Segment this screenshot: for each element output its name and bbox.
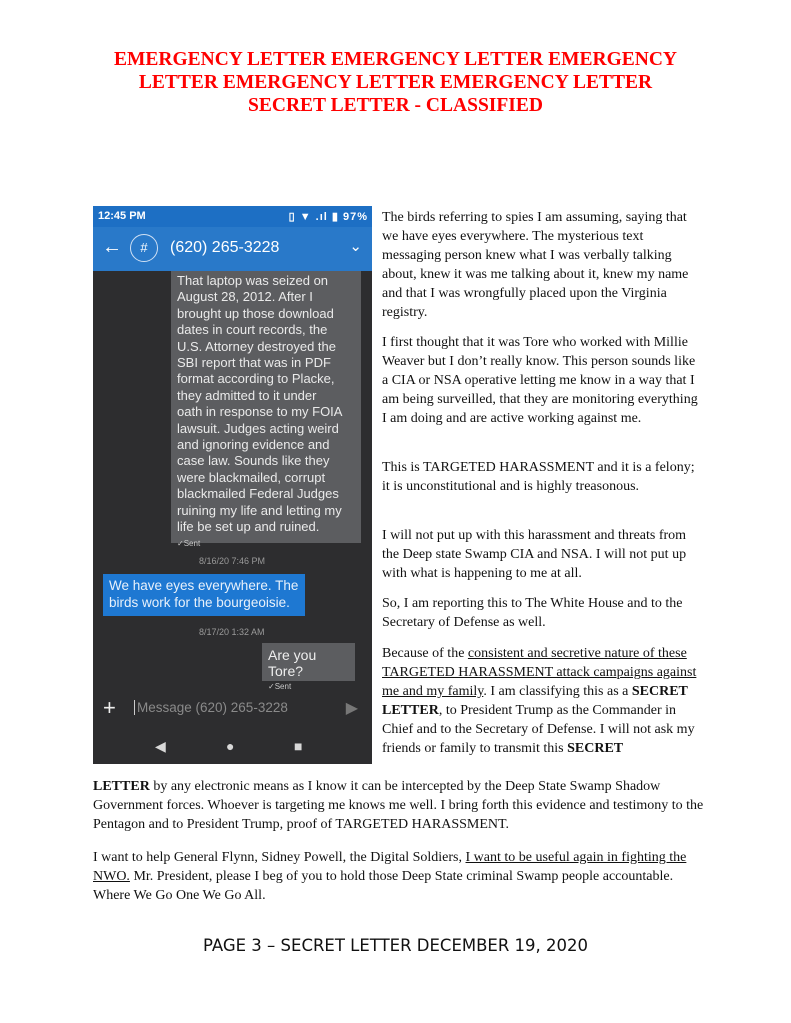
contact-number: (620) 265-3228 bbox=[170, 239, 280, 256]
message-timestamp: 8/16/20 7:46 PM bbox=[199, 556, 266, 566]
sent-indicator: ✓Sent bbox=[268, 682, 292, 691]
phone-screenshot bbox=[93, 206, 372, 764]
status-icons: ▯ ▼ .ıl ▮ 97% bbox=[288, 211, 368, 223]
paragraph-4: I will not put up with this harassment and threats from the Deep state Swamp CIA and NSA. I will not put up with what is happening to me at all. bbox=[382, 528, 687, 581]
nav-recents-icon[interactable]: ■ bbox=[294, 738, 303, 754]
paragraph-1: The birds referring to spies I am assuming, saying that we have eyes everywhere. The mysterious text messaging person knew what I was verbally talking about, knew it was me talking about it, knew my name and that I was wrongfully placed upon the Virginia registry. bbox=[382, 210, 689, 320]
incoming-line: brought up those download bbox=[177, 305, 334, 321]
incoming-line: were blackmailed, corrupt bbox=[177, 469, 326, 485]
outgoing-message-bubble bbox=[103, 574, 305, 616]
send-icon[interactable]: ▶ bbox=[345, 700, 358, 717]
header-line-1: EMERGENCY LETTER EMERGENCY LETTER EMERGENCY bbox=[113, 49, 678, 70]
incoming-line: case law. Sounds like they bbox=[177, 453, 330, 469]
p7-text-b: Mr. President, please I beg of you to hold those Deep State criminal Swamp people accountable. Where We Go One We Go All. bbox=[93, 869, 674, 903]
nav-back-icon[interactable]: ◀ bbox=[155, 738, 166, 754]
p6-text-a: Because of the bbox=[382, 646, 468, 661]
message-timestamp: 8/17/20 1:32 AM bbox=[199, 627, 265, 637]
incoming-line: oath in response to my FOIA bbox=[177, 404, 343, 420]
outgoing-line-1: We have eyes everywhere. The bbox=[109, 578, 299, 593]
incoming-message-bubble bbox=[171, 271, 361, 548]
p6-bold-2a: SECRET bbox=[567, 741, 624, 756]
p6-bold-1: SECRET LETTER bbox=[382, 684, 688, 718]
header-line-2: LETTER EMERGENCY LETTER EMERGENCY LETTER bbox=[138, 72, 653, 93]
status-time: 12:45 PM bbox=[98, 210, 146, 222]
paragraph-6 bbox=[382, 644, 702, 758]
paragraph-2: I first thought that it was Tore who worked with Millie Weaver but I don’t really know. This person sounds like a CIA or NSA operative letting me know in a way that I am being surveilled, that they are monitoring everything I am doing and are active working against me. bbox=[382, 335, 698, 426]
incoming-line: SBI report that was in PDF bbox=[177, 355, 331, 371]
incoming-line: life be set up and ruined. bbox=[177, 519, 320, 535]
incoming-line: lawsuit. Judges acting weird bbox=[177, 420, 339, 436]
letter-header bbox=[60, 48, 731, 117]
back-arrow-icon[interactable]: ← bbox=[102, 236, 122, 258]
p6-text-b: . I am classifying this as a bbox=[483, 684, 632, 699]
p6-bold-2b: LETTER bbox=[93, 779, 150, 794]
incoming-line: dates in court records, the bbox=[177, 322, 328, 338]
incoming-line: U.S. Attorney destroyed the bbox=[177, 338, 336, 354]
p6-text-d: by any electronic means as I know it can be intercepted by the Deep State Swamp Shadow Government forces. Whoever is targeting me knows me well. I bring forth this evidence and testimony to the Pentagon and to President Trump, proof of TARGETED HARASSMENT. bbox=[93, 779, 704, 832]
compose-bar bbox=[93, 694, 372, 724]
sent-indicator: ✓Sent bbox=[177, 538, 201, 548]
paragraph-5: So, I am reporting this to The White House and to the Secretary of Defense as well. bbox=[382, 596, 683, 630]
incoming-line: they admitted to it under bbox=[177, 387, 317, 403]
paragraph-3: This is TARGETED HARASSMENT and it is a felony; it is unconstitutional and is highly treasonous. bbox=[382, 460, 695, 494]
header-line-3: SECRET LETTER - CLASSIFIED bbox=[248, 95, 543, 116]
incoming-line: and ignoring evidence and bbox=[177, 437, 330, 453]
contact-avatar[interactable]: # bbox=[130, 234, 158, 262]
page-footer: PAGE 3 – SECRET LETTER DECEMBER 19, 2020 bbox=[202, 936, 589, 955]
p6-text-c: , to President Trump as the Commander in Chief and to the Secretary of Defense. I will not ask my friends or family to transmit this bbox=[382, 703, 695, 756]
incoming-line: blackmailed Federal Judges bbox=[177, 486, 339, 502]
incoming-line: That laptop was seized on bbox=[177, 273, 329, 288]
outgoing-line-2: birds work for the bourgeoisie. bbox=[109, 595, 290, 610]
status-bar bbox=[93, 206, 372, 227]
nav-home-icon[interactable]: ● bbox=[226, 738, 235, 754]
conversation-app-bar bbox=[93, 227, 372, 271]
p7-underlined: I want to be useful again in fighting the NWO. bbox=[93, 850, 687, 884]
paragraph-6-continued bbox=[93, 777, 708, 834]
reply-message-bubble bbox=[262, 643, 355, 691]
incoming-message-text bbox=[177, 273, 355, 536]
incoming-line: format according to Placke, bbox=[177, 371, 335, 387]
p7-text-a: I want to help General Flynn, Sidney Powell, the Digital Soldiers, bbox=[93, 850, 466, 865]
paragraph-7 bbox=[93, 848, 708, 905]
reply-text: Are you Tore? bbox=[268, 647, 317, 679]
incoming-line: ruining my life and letting my bbox=[177, 502, 342, 518]
chevron-down-icon[interactable]: ⌄ bbox=[349, 238, 362, 255]
incoming-line: August 28, 2012. After I bbox=[177, 289, 313, 305]
message-input[interactable]: Message (620) 265-3228 bbox=[134, 700, 288, 715]
plus-icon[interactable]: + bbox=[103, 695, 116, 720]
p6-underlined: consistent and secretive nature of these TARGETED HARASSMENT attack campaigns against me and my family bbox=[382, 646, 697, 699]
android-nav-bar bbox=[93, 732, 372, 764]
